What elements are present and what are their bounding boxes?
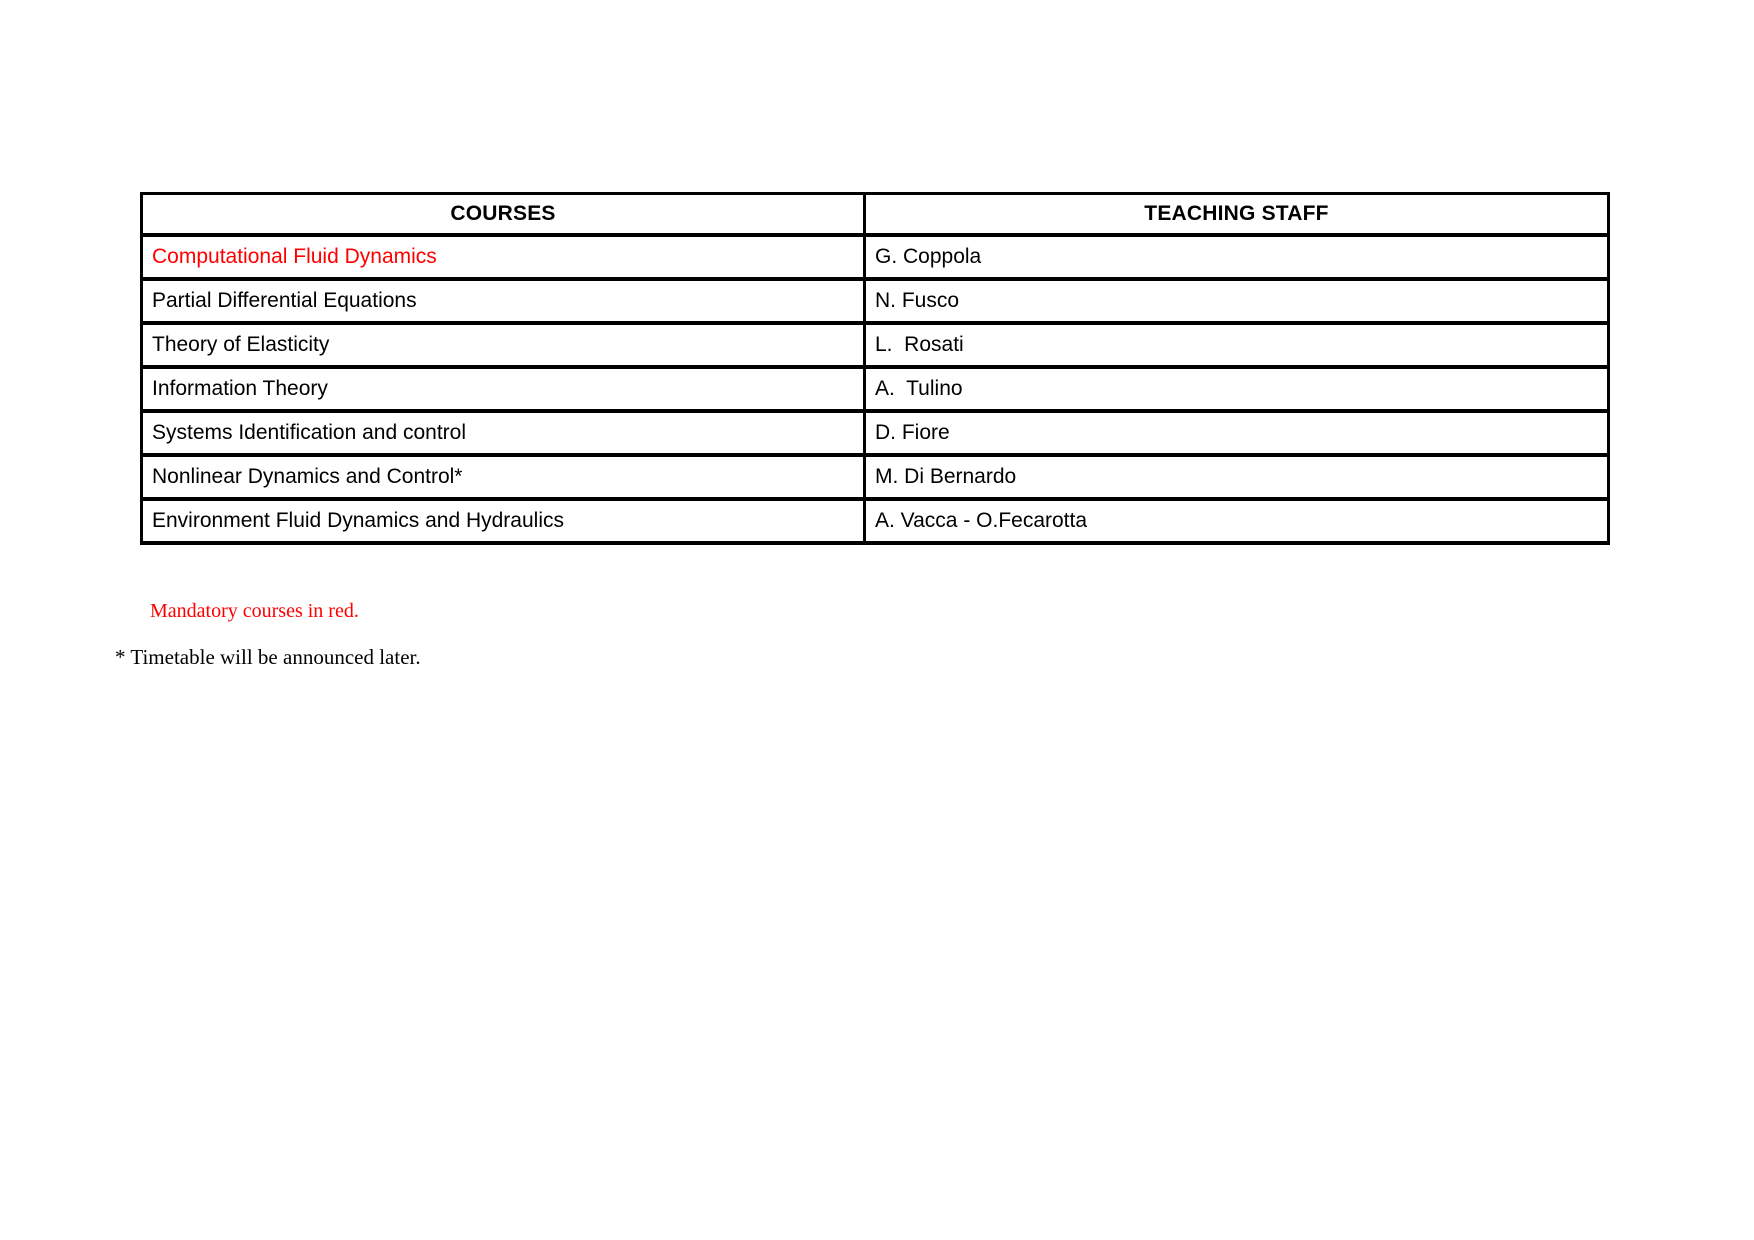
teaching-staff-column-header: TEACHING STAFF <box>865 194 1609 235</box>
course-cell: Environment Fluid Dynamics and Hydraulics <box>142 499 865 543</box>
table-header-row <box>142 194 1609 235</box>
course-cell: Partial Differential Equations <box>142 279 865 323</box>
courses-column-header: COURSES <box>142 194 865 235</box>
staff-cell: N. Fusco <box>865 279 1609 323</box>
course-cell: Computational Fluid Dynamics <box>142 235 865 279</box>
staff-cell: M. Di Bernardo <box>865 455 1609 499</box>
course-cell: Nonlinear Dynamics and Control* <box>142 455 865 499</box>
table-row <box>142 323 1609 367</box>
staff-cell: A. Tulino <box>865 367 1609 411</box>
mandatory-note: Mandatory courses in red. <box>150 600 359 622</box>
staff-cell: G. Coppola <box>865 235 1609 279</box>
table-row <box>142 411 1609 455</box>
staff-cell: D. Fiore <box>865 411 1609 455</box>
course-cell: Theory of Elasticity <box>142 323 865 367</box>
timetable-note: * Timetable will be announced later. <box>115 645 421 669</box>
staff-cell: A. Vacca - O.Fecarotta <box>865 499 1609 543</box>
courses-table <box>140 192 1610 545</box>
table-row <box>142 279 1609 323</box>
table-row <box>142 499 1609 543</box>
course-cell: Systems Identification and control <box>142 411 865 455</box>
course-cell: Information Theory <box>142 367 865 411</box>
table-row <box>142 235 1609 279</box>
staff-cell: L. Rosati <box>865 323 1609 367</box>
table-row <box>142 455 1609 499</box>
table-row <box>142 367 1609 411</box>
